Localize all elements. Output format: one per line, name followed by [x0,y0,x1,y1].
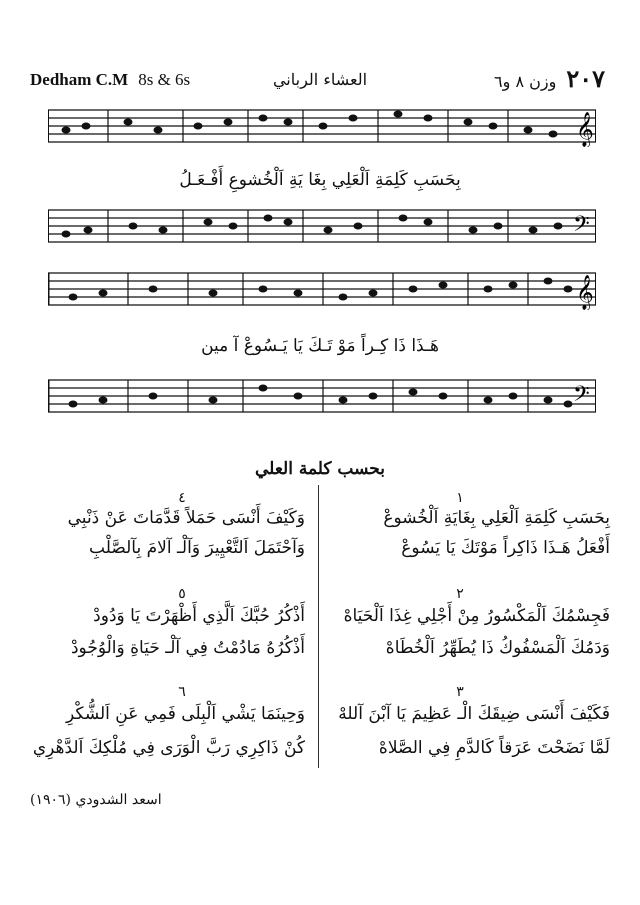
column-divider [318,485,319,768]
svg-text:𝄞: 𝄞 [576,112,594,147]
verse-line: وَحِينَمَا يَشْي اَلْبِلَى فَمِي عَنِ اَلشُّكْرِ [66,704,305,724]
svg-text:𝄞: 𝄞 [576,275,594,310]
verse-line: فَكَيْفَ أَنْسَى ضِيقَكَ الْـ عَظِيمَ يَا آبْنَ آللهْ [338,704,610,724]
verse-line: وَدَمُكَ اَلْمَسْفُوكُ ذَا يُطَهِّرُ اَلْخُطَاهْ [385,638,610,658]
verse-line: أَذْكُرُهُ مَادُمْتُ فِي آلْـ حَيَاةِ وَالْوُجُودْ [70,638,305,658]
verse-line: بِحَسَبِ كَلِمَةِ اَلْعَلِي بِغَايَةِ اَلْخُشوعْ [383,508,610,528]
hymn-heading [494,64,605,93]
verse-line: فَجِسْمُكَ اَلْمَكْسُورُ مِنْ أَجْلِي غِذَا اَلْحَيَاهْ [343,606,610,626]
verses-title: بحسب كلمة العلي [255,459,385,479]
verse-line: أَذْكُرُ حُبَّكَ اَلَّذِي أَظْهَرْتَ يَا وَدُودْ [93,606,305,626]
verse-line: أَفْعَلُ هَـذَا ذَاكِراً مَوْتَكَ يَا يَسُوعْ [401,538,610,558]
verse-number: ٢ [456,586,464,602]
tune-meter: 8s & 6s [138,70,191,89]
verse-line: لَمَّا نَضَحْتَ عَرَقاً كَالدَّمِ فِي الصَّلاهْ [378,738,610,758]
lyric-line-2: هَـذَا ذَا كِـراً مَوْ تَـكَ يَا يَـسُوعْ آ مين [201,336,439,356]
verse-line: وَآحْتَمَلَ اَلتَّعْيِيرَ وَآلْـ آلامَ بِآلصَّلْبِ [89,538,305,558]
lyric-line-1: بِحَسَبِ كَلِمَةِ اَلْعَلِي بِغَا يَةِ اَلْخُشوعِ أَفْـعَـلُ [179,170,461,190]
bass-staff-1 [48,205,596,247]
hymn-title: العشاء الرباني [272,70,368,89]
svg-text:𝄢: 𝄢 [573,212,590,242]
treble-staff-1 [48,105,596,147]
verse-line: كُنْ ذَاكِرِي رَبَّ الْوَرَى فِي مُلْكِكَ اَلدَّهْرِي [32,738,305,758]
author-credit: اسعد الشدودي (١٩٠٦) [30,792,162,808]
verse-line: وَكَيْفَ أَنْسَى حَمَلاً قَدَّمَاتَ عَنْ ذَنْبِي [67,508,305,528]
verse-number: ٦ [178,684,186,700]
verse-number: ٥ [178,586,186,602]
hymn-meter: وزن ٨ و٦ [494,72,557,91]
tune-title: Dedham C.M [30,70,129,89]
verse-number: ٣ [456,684,464,700]
verse-number: ١ [456,490,464,506]
svg-text:𝄢: 𝄢 [573,382,590,412]
verse-number: ٤ [178,490,186,506]
bass-staff-2 [48,375,596,417]
hymn-number: ٢٠٧ [566,64,605,93]
treble-staff-2 [48,268,596,310]
